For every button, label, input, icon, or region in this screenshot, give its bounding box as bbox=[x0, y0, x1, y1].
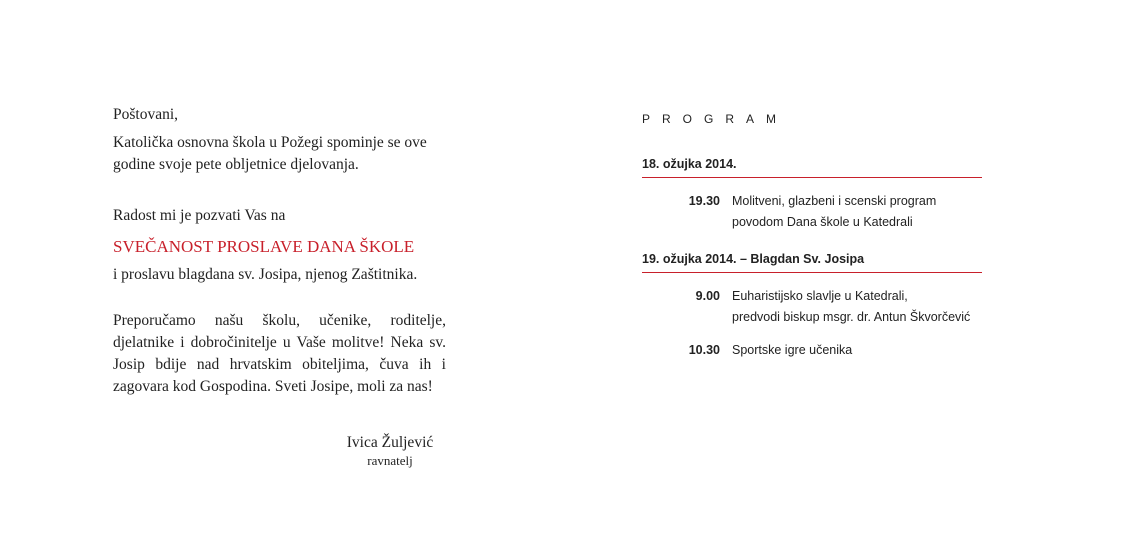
program-entry bbox=[642, 286, 987, 328]
program-day bbox=[642, 156, 987, 233]
program-heading: PROGRAM bbox=[642, 112, 789, 126]
entry-description bbox=[732, 340, 987, 361]
program-day-title: 18. ožujka 2014. bbox=[642, 156, 982, 178]
entry-line: predvodi biskup msgr. dr. Antun Škvorčević bbox=[732, 310, 971, 324]
letter-paragraph-anniversary: Katolička osnovna škola u Požegi spominje se ove godine svoje pete obljetnice djelovanja. bbox=[113, 134, 427, 173]
program-entry bbox=[642, 340, 987, 361]
letter-greeting: Poštovani, bbox=[113, 106, 179, 123]
entry-time: 10.30 bbox=[688, 343, 720, 357]
program-entries bbox=[642, 178, 987, 233]
entry-description bbox=[732, 191, 987, 233]
program-entries bbox=[642, 273, 987, 361]
signature-role: ravnatelj bbox=[367, 453, 413, 468]
program-section bbox=[642, 110, 987, 373]
program-day-title: 19. ožujka 2014. – Blagdan Sv. Josipa bbox=[642, 251, 982, 273]
entry-line: Euharistijsko slavlje u Katedrali, bbox=[732, 289, 908, 303]
program-day bbox=[642, 251, 987, 361]
program-entry bbox=[642, 191, 987, 233]
entry-line: povodom Dana škole u Katedrali bbox=[732, 215, 913, 229]
event-title: SVEČANOST PROSLAVE DANA ŠKOLE bbox=[113, 237, 415, 256]
entry-line: Sportske igre učenika bbox=[732, 343, 853, 357]
entry-time: 19.30 bbox=[688, 194, 720, 208]
signature-block bbox=[330, 433, 450, 468]
invitation-letter bbox=[113, 104, 463, 398]
letter-paragraph-prayer: Preporučamo našu školu, učenike, roditelje, djelatnike i dobročinitelje u Vaše molitve! Neka sv. Josip bdije nad hrvatskim obiteljima, čuva ih i zagovara kod Gospodina. Sveti Josipe, moli za nas! bbox=[113, 312, 446, 395]
entry-time: 9.00 bbox=[695, 289, 720, 303]
letter-invite-lead: Radost mi je pozvati Vas na bbox=[113, 207, 286, 224]
signature-name: Ivica Žuljević bbox=[346, 434, 434, 451]
entry-line: Molitveni, glazbeni i scenski program bbox=[732, 194, 937, 208]
entry-description bbox=[732, 286, 987, 328]
letter-invite-tail: i proslavu blagdana sv. Josipa, njenog Zaštitnika. bbox=[113, 266, 418, 283]
